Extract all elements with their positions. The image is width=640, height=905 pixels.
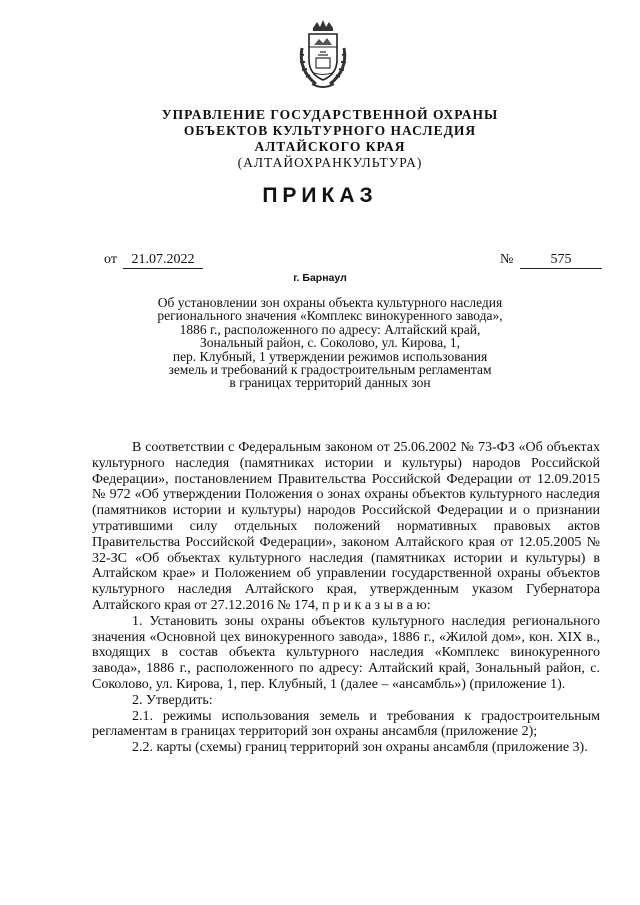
subject-line: Зональный район, с. Соколово, ул. Кирова, 1, — [200, 335, 460, 351]
body-paragraph-preamble: В соответствии с Федеральным законом от 25.06.2002 № 73-ФЗ «Об объектах культурного наследия (памятниках истории и культуры) народов Российской Федерации», постановлением Правительства Российской Федерации от 12.09.2015 № 972 «Об утверждении Положения о зонах охраны объектов культурного наследия (памятников истории и культуры) народов Российской Федерации и о признании утратившими силу отдельных положений нормативных правовых актов Правительства Российской Федерации», законом Алтайского края от 12.05.2005 № 32-ЗС «Об объектах культурного наследия (памятниках истории и культуры) в Алтайском крае» и Положением об управлении государственной охраны объектов культурного наследия Алтайского края, утвержденным указом Губернатора Алтайского края от 27.12.2016 № 174, п р и к а з ы в а ю: — [92, 440, 600, 613]
body-paragraph-2: 2. Утвердить: — [132, 692, 213, 708]
header-line-4: (АЛТАЙОХРАНКУЛЬТУРА) — [237, 155, 423, 170]
subject-line: пер. Клубный, 1 утверждении режимов использования — [172, 348, 488, 364]
subject-line: 1886 г., расположенного по адресу: Алтайский край, — [179, 321, 481, 337]
body-paragraph-1: 1. Установить зоны охраны объектов культурного наследия регионального значения «Основной цех винокуренного завода», 1886 г., «Жилой дом», кон. XIX в., входящих в состав объекта культурного наследия «Комплекс винокуренного завода», 1886 г., расположенного по адресу: Алтайский край, Зональный район, с. Соколово, ул. Кирова, 1, пер. Клубный, 1 (далее – «ансамбль») (приложение 1). — [92, 613, 600, 692]
order-subject — [120, 296, 540, 390]
body-paragraph-2-2: 2.2. карты (схемы) границ территорий зон охраны ансамбля (приложение 3). — [132, 740, 588, 756]
subject-line: земель и требований к градостроительным регламентам — [168, 362, 492, 378]
body-paragraph-2-1: 2.1. режимы использования земель и требования к градостроительным регламентам в границах территорий зон охраны ансамбля (приложение 2); — [92, 708, 600, 740]
subject-line: регионального значения «Комплекс винокуренного завода», — [157, 308, 503, 324]
order-number: 575 — [520, 252, 602, 269]
subject-line: в границах территорий данных зон — [229, 375, 431, 391]
header-line-1: УПРАВЛЕНИЕ ГОСУДАРСТВЕННОЙ ОХРАНЫ — [161, 107, 499, 122]
order-title: ПРИКАЗ — [262, 184, 378, 207]
date-label: от — [104, 252, 117, 267]
header-line-2: ОБЪЕКТОВ КУЛЬТУРНОГО НАСЛЕДИЯ — [183, 123, 477, 138]
order-body — [92, 440, 600, 756]
header-line-3: АЛТАЙСКОГО КРАЯ — [254, 139, 406, 154]
order-date: 21.07.2022 — [123, 252, 203, 269]
city: г. Барнаул — [293, 272, 347, 284]
coat-of-arms-icon — [296, 18, 350, 94]
subject-line: Об установлении зон охраны объекта культурного наследия — [157, 295, 503, 310]
number-label: № — [500, 252, 514, 267]
